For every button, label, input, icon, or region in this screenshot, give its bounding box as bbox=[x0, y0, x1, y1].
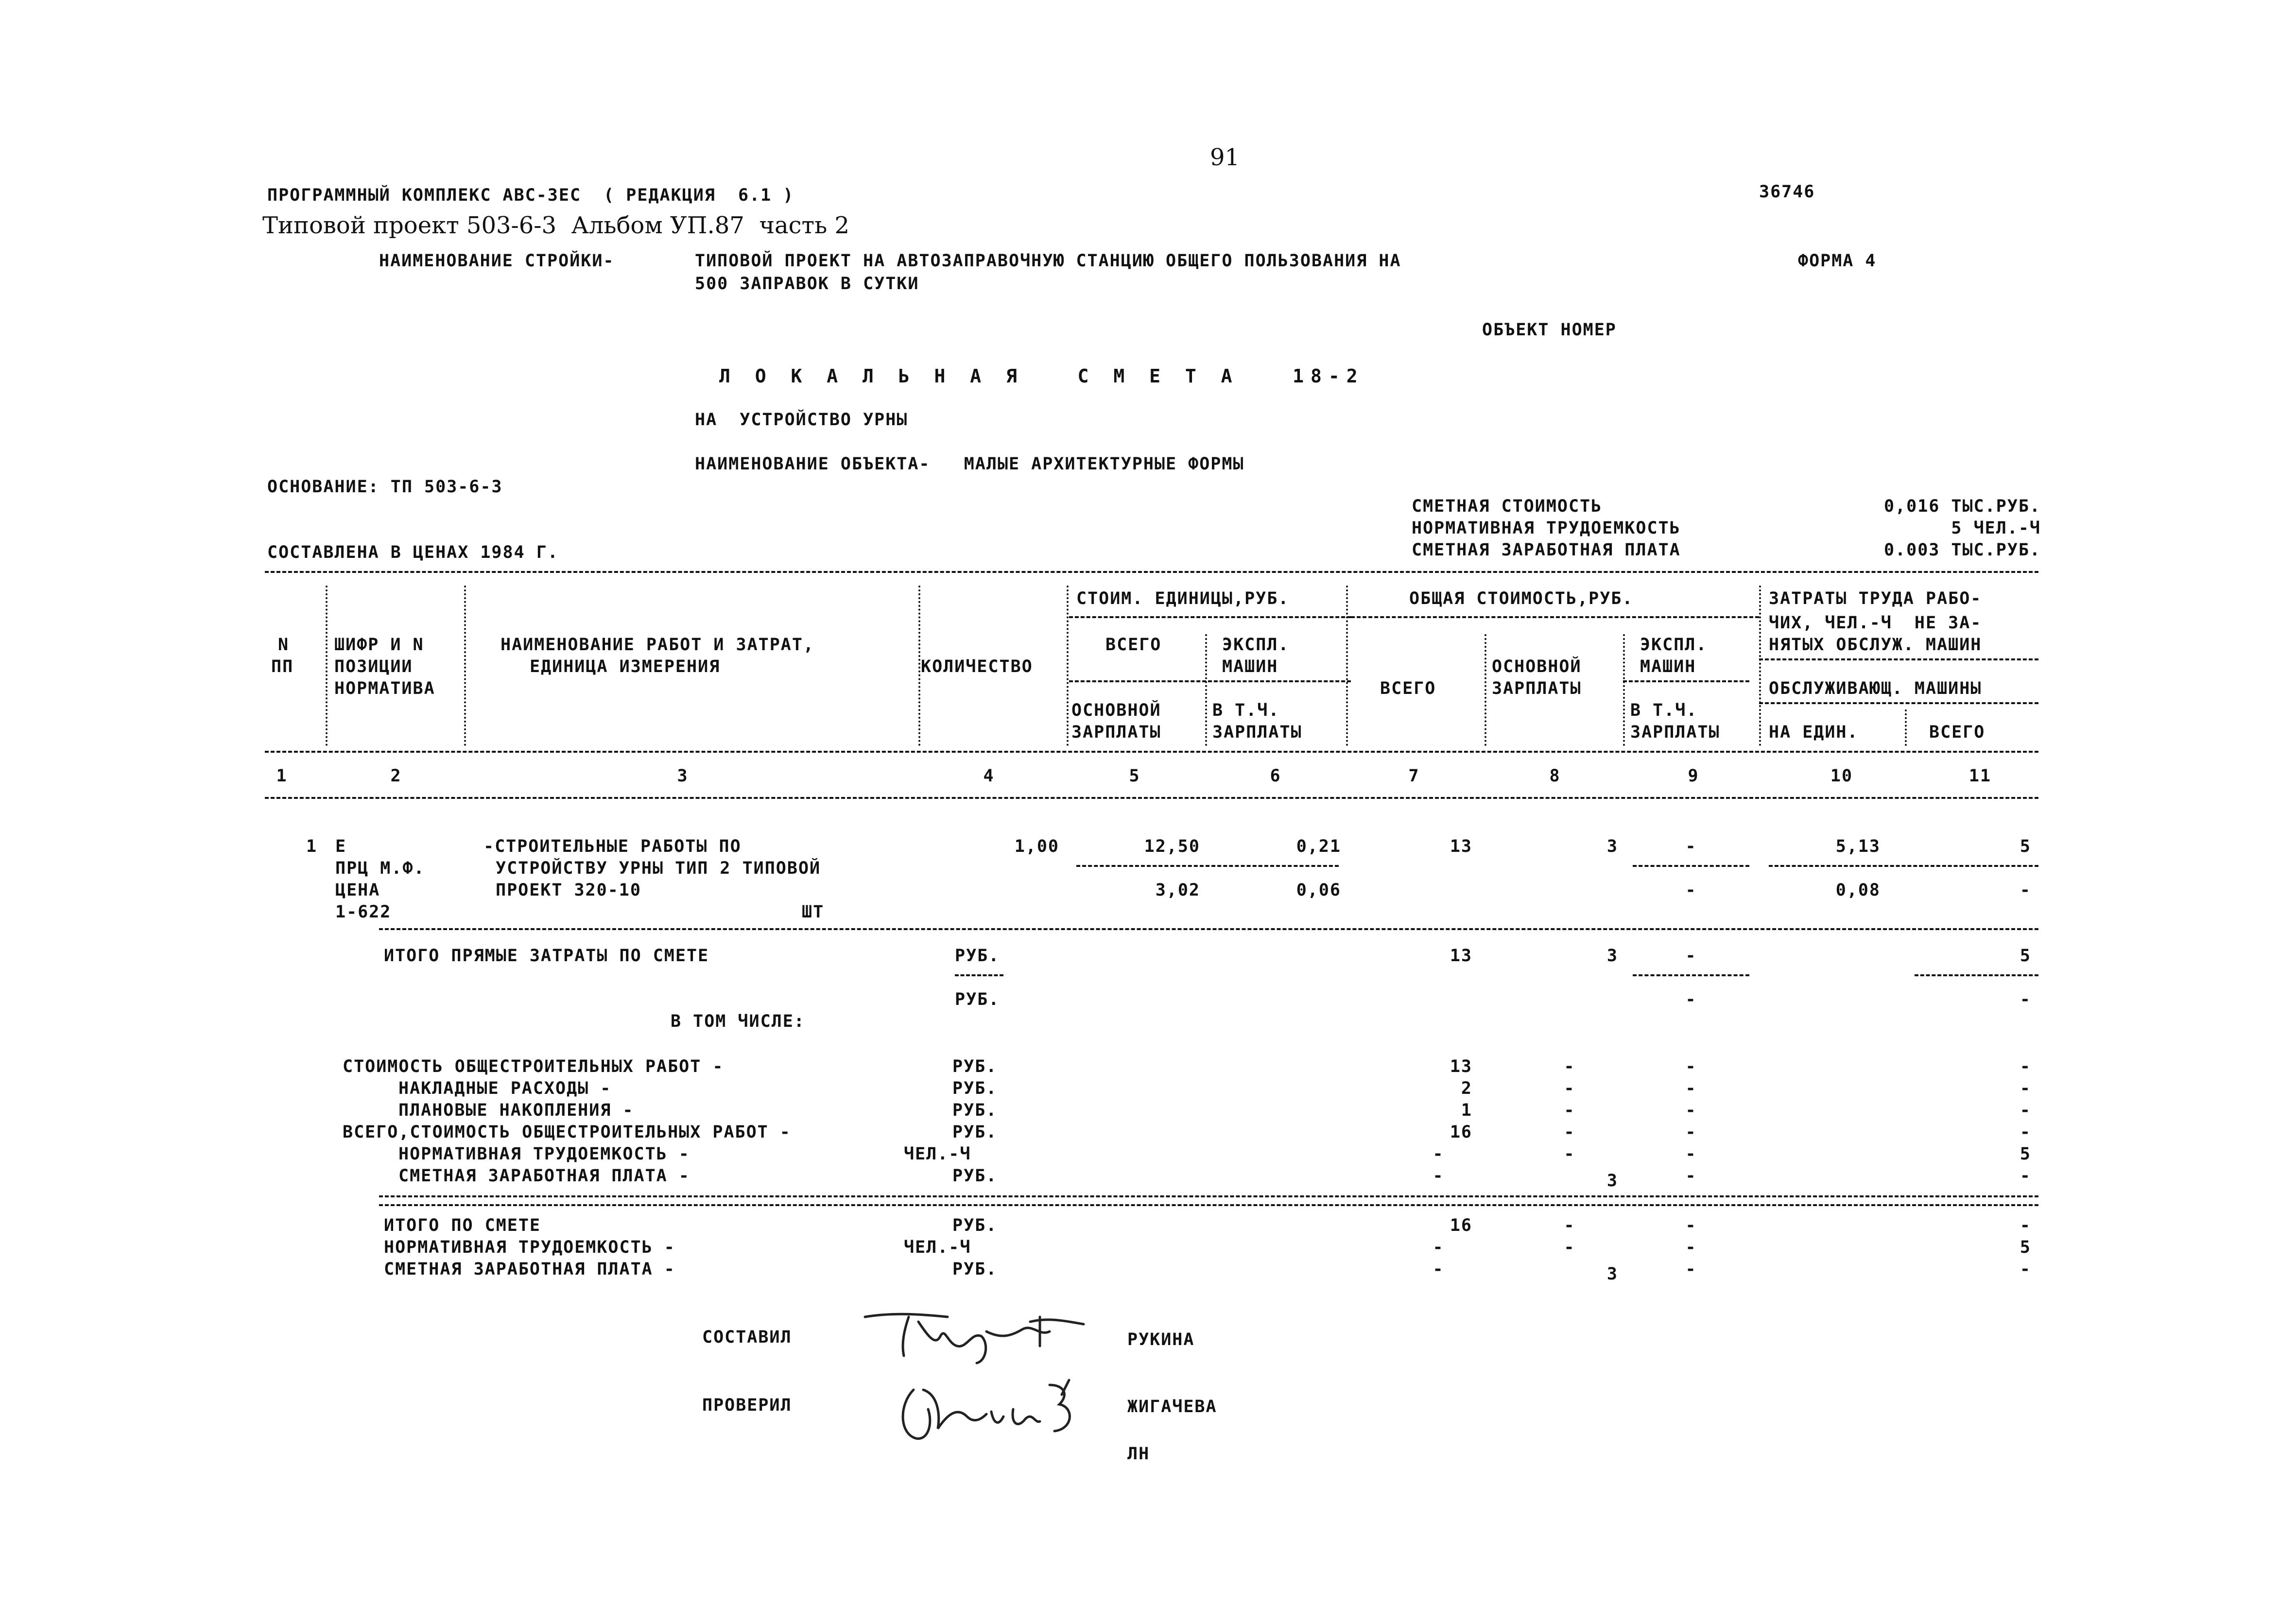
breakdown-mach-1: - bbox=[1685, 1079, 1697, 1098]
header-total-wage-1: ОСНОВНОЙ bbox=[1492, 657, 1582, 676]
total-mach-mid-rule bbox=[1623, 680, 1749, 682]
totals-total-0: 16 bbox=[1450, 1216, 1472, 1235]
column-number: 4 bbox=[983, 766, 995, 786]
signature-checked bbox=[894, 1370, 1098, 1443]
breakdown-mach-3: - bbox=[1685, 1123, 1697, 1142]
direct-costs-mach: - bbox=[1685, 946, 1697, 966]
totals-total-1: - bbox=[1433, 1238, 1444, 1257]
header-bottom-rule bbox=[265, 751, 2038, 753]
breakdown-labor-0: - bbox=[2020, 1057, 2031, 1076]
header-total-mach-1: ЭКСПЛ. bbox=[1640, 635, 1708, 655]
object-name: НАИМЕНОВАНИЕ ОБЪЕКТА- МАЛЫЕ АРХИТЕКТУРНЫЕ ФОРМЫ bbox=[695, 454, 1244, 474]
column-separator bbox=[1205, 634, 1207, 746]
breakdown-mach-0: - bbox=[1685, 1057, 1697, 1076]
header-name-line-1: НАИМЕНОВАНИЕ РАБОТ И ЗАТРАТ, bbox=[501, 635, 815, 655]
item-unit-mach: 0,21 bbox=[1296, 837, 1341, 856]
direct-costs-labor: 5 bbox=[2020, 946, 2031, 966]
direct-unit-rule bbox=[955, 974, 1003, 976]
checked-label: ПРОВЕРИЛ bbox=[702, 1396, 792, 1415]
breakdown-wage-5: 3 bbox=[1606, 1171, 1618, 1191]
prices-basis: СОСТАВЛЕНА В ЦЕНАХ 1984 Г. bbox=[267, 543, 559, 562]
breakdown-label-1: НАКЛАДНЫЕ РАСХОДЫ - bbox=[398, 1079, 612, 1098]
totals-unit-1: ЧЕЛ.-Ч bbox=[904, 1238, 971, 1257]
totals-wage-0: - bbox=[1564, 1216, 1575, 1235]
column-number: 6 bbox=[1270, 766, 1281, 786]
breakdown-bottom-rule bbox=[379, 1195, 2038, 1197]
item-unit-rule bbox=[1076, 865, 1339, 867]
program-line: ПРОГРАММНЫЙ КОМПЛЕКС АВС-3ЕС ( РЕДАКЦИЯ 6.1 ) bbox=[267, 186, 794, 205]
composed-label: СОСТАВИЛ bbox=[702, 1328, 792, 1347]
header-n-line-1: N bbox=[278, 635, 290, 655]
totals-unit-2: РУБ. bbox=[952, 1260, 998, 1279]
total-cost-rule bbox=[1351, 616, 1759, 618]
direct-costs-unit: РУБ. bbox=[955, 946, 1000, 966]
breakdown-label-0: СТОИМОСТЬ ОБЩЕСТРОИТЕЛЬНЫХ РАБОТ - bbox=[343, 1057, 724, 1076]
item-unit-mach-wage: 0,06 bbox=[1296, 881, 1341, 900]
initials: ЛН bbox=[1127, 1444, 1150, 1464]
header-total-cost: ОБЩАЯ СТОИМОСТЬ,РУБ. bbox=[1409, 589, 1634, 608]
construction-label: НАИМЕНОВАНИЕ СТРОЙКИ- bbox=[379, 251, 615, 271]
column-separator bbox=[326, 586, 328, 746]
header-unit-cost: СТОИМ. ЕДИНИЦЫ,РУБ. bbox=[1076, 589, 1290, 608]
column-number: 1 bbox=[276, 766, 288, 786]
breakdown-wage-1: - bbox=[1564, 1079, 1575, 1098]
item-labor-mach-unit: 0,08 bbox=[1835, 881, 1881, 900]
item-labor-total: 5 bbox=[2020, 837, 2031, 856]
column-number: 3 bbox=[677, 766, 689, 786]
summary-label-0: СМЕТНАЯ СТОИМОСТЬ bbox=[1412, 497, 1603, 516]
column-separator bbox=[1067, 586, 1069, 746]
direct-costs-mach-2: - bbox=[1685, 990, 1697, 1009]
column-number: 7 bbox=[1408, 766, 1420, 786]
breakdown-wage-0: - bbox=[1564, 1057, 1575, 1076]
item-unit-total: 12,50 bbox=[1144, 837, 1200, 856]
item-code-line-2: ПРЦ М.Ф. bbox=[335, 859, 425, 878]
column-number: 2 bbox=[390, 766, 402, 786]
item-labor-rule bbox=[1769, 865, 2038, 867]
breakdown-labor-3: - bbox=[2020, 1123, 2031, 1142]
header-code-line-2: ПОЗИЦИИ bbox=[334, 657, 413, 676]
item-total-mach: - bbox=[1685, 837, 1697, 856]
object-number-label: ОБЪЕКТ НОМЕР bbox=[1482, 320, 1617, 340]
breakdown-total-2: 1 bbox=[1461, 1101, 1472, 1120]
header-labor-1: ЗАТРАТЫ ТРУДА РАБО- bbox=[1769, 589, 1982, 608]
breakdown-label-3: ВСЕГО,СТОИМОСТЬ ОБЩЕСТРОИТЕЛЬНЫХ РАБОТ - bbox=[343, 1123, 791, 1142]
breakdown-mach-4: - bbox=[1685, 1144, 1697, 1164]
item-total: 13 bbox=[1450, 837, 1472, 856]
header-unit-incl-2: ЗАРПЛАТЫ bbox=[1212, 723, 1302, 742]
estimate-title: Л О К А Л Ь Н А Я С М Е Т А 18-2 bbox=[719, 365, 1364, 387]
item-name-line-2: УСТРОЙСТВУ УРНЫ ТИП 2 ТИПОВОЙ bbox=[496, 859, 821, 878]
column-separator bbox=[1905, 709, 1907, 746]
breakdown-label-5: СМЕТНАЯ ЗАРАБОТНАЯ ПЛАТА - bbox=[398, 1166, 690, 1186]
breakdown-unit-0: РУБ. bbox=[952, 1057, 998, 1076]
column-separator bbox=[918, 586, 920, 746]
column-separator bbox=[1346, 586, 1348, 746]
header-labor-2: ЧИХ, ЧЕЛ.-Ч НЕ ЗА- bbox=[1769, 613, 1982, 633]
totals-labor-1: 5 bbox=[2020, 1238, 2031, 1257]
breakdown-total-0: 13 bbox=[1450, 1057, 1472, 1076]
construction-value-1: ТИПОВОЙ ПРОЕКТ НА АВТОЗАПРАВОЧНУЮ СТАНЦИЮ ОБЩЕГО ПОЛЬЗОВАНИЯ НА bbox=[695, 251, 1401, 271]
direct-labor-rule bbox=[1915, 974, 2038, 976]
header-unit-wage-1: ОСНОВНОЙ bbox=[1071, 701, 1161, 720]
breakdown-unit-1: РУБ. bbox=[952, 1079, 998, 1098]
header-quantity: КОЛИЧЕСТВО bbox=[921, 657, 1033, 676]
header-unit-total: ВСЕГО bbox=[1105, 635, 1162, 655]
breakdown-wage-2: - bbox=[1564, 1101, 1575, 1120]
item-labor-unit: 5,13 bbox=[1835, 837, 1881, 856]
construction-value-2: 500 ЗАПРАВОК В СУТКИ bbox=[695, 274, 919, 294]
document-number: 36746 bbox=[1759, 182, 1815, 202]
breakdown-unit-2: РУБ. bbox=[952, 1101, 998, 1120]
item-mach-rule bbox=[1633, 865, 1749, 867]
totals-labor-2: - bbox=[2020, 1260, 2031, 1279]
breakdown-wage-4: - bbox=[1564, 1144, 1575, 1164]
totals-label-2: СМЕТНАЯ ЗАРАБОТНАЯ ПЛАТА - bbox=[384, 1260, 675, 1279]
basis: ОСНОВАНИЕ: ТП 503-6-3 bbox=[267, 477, 503, 497]
breakdown-unit-3: РУБ. bbox=[952, 1123, 998, 1142]
form-label: ФОРМА 4 bbox=[1798, 251, 1877, 271]
totals-label-0: ИТОГО ПО СМЕТЕ bbox=[384, 1216, 541, 1235]
unit-cost-rule bbox=[1069, 616, 1351, 618]
totals-total-2: - bbox=[1433, 1260, 1444, 1279]
summary-value-2: 0.003 ТЫС.РУБ. bbox=[1883, 540, 2041, 560]
header-code-line-1: ШИФР И N bbox=[334, 635, 424, 655]
header-labor-unit: НА ЕДИН. bbox=[1769, 723, 1859, 742]
breakdown-labor-2: - bbox=[2020, 1101, 2031, 1120]
numbers-bottom-rule bbox=[265, 797, 2038, 799]
item-quantity: 1,00 bbox=[1014, 837, 1059, 856]
breakdown-wage-3: - bbox=[1564, 1123, 1575, 1142]
breakdown-bottom-rule-2 bbox=[379, 1204, 2038, 1206]
header-code-line-3: НОРМАТИВА bbox=[334, 679, 435, 698]
item-code-line-1: Е bbox=[335, 837, 347, 856]
item-labor-mach-total: - bbox=[2020, 881, 2031, 900]
direct-costs-wage: 3 bbox=[1606, 946, 1618, 966]
breakdown-mach-5: - bbox=[1685, 1166, 1697, 1186]
column-separator bbox=[1759, 586, 1761, 746]
page-number: 91 bbox=[1210, 144, 1240, 171]
labor-lower-rule bbox=[1759, 702, 2038, 704]
breakdown-mach-2: - bbox=[1685, 1101, 1697, 1120]
column-number: 11 bbox=[1968, 766, 1992, 786]
header-unit-mach-1: ЭКСПЛ. bbox=[1222, 635, 1290, 655]
breakdown-labor-4: 5 bbox=[2020, 1144, 2031, 1164]
totals-mach-2: - bbox=[1685, 1260, 1697, 1279]
totals-labor-0: - bbox=[2020, 1216, 2031, 1235]
item-code-line-3: ЦЕНА bbox=[335, 881, 380, 900]
direct-mach-rule bbox=[1633, 974, 1749, 976]
signature-composed bbox=[855, 1302, 1088, 1365]
header-total-all: ВСЕГО bbox=[1380, 679, 1436, 698]
header-name-line-2: ЕДИНИЦА ИЗМЕРЕНИЯ bbox=[530, 657, 721, 676]
breakdown-total-1: 2 bbox=[1461, 1079, 1472, 1098]
item-unit: ШТ bbox=[802, 902, 825, 922]
header-n-line-2: ПП bbox=[271, 657, 294, 676]
header-total-incl-1: В Т.Ч. bbox=[1630, 701, 1698, 720]
breakdown-total-4: - bbox=[1433, 1144, 1444, 1164]
totals-wage-2: 3 bbox=[1606, 1264, 1618, 1284]
breakdown-label-4: НОРМАТИВНАЯ ТРУДОЕМКОСТЬ - bbox=[398, 1144, 690, 1164]
totals-mach-0: - bbox=[1685, 1216, 1697, 1235]
header-total-wage-2: ЗАРПЛАТЫ bbox=[1492, 679, 1582, 698]
column-number: 9 bbox=[1688, 766, 1699, 786]
item-number: 1 bbox=[306, 837, 318, 856]
header-total-mach-2: МАШИН bbox=[1640, 657, 1696, 676]
estimate-subject: НА УСТРОЙСТВО УРНЫ bbox=[695, 410, 908, 430]
totals-unit-0: РУБ. bbox=[952, 1216, 998, 1235]
header-unit-wage-2: ЗАРПЛАТЫ bbox=[1071, 723, 1161, 742]
item-name-line-1: -СТРОИТЕЛЬНЫЕ РАБОТЫ ПО bbox=[483, 837, 742, 856]
column-number: 5 bbox=[1129, 766, 1140, 786]
project-line: Типовой проект 503-6-3 Альбом УП.87 часть 2 bbox=[262, 212, 850, 239]
direct-costs-label: ИТОГО ПРЯМЫЕ ЗАТРАТЫ ПО СМЕТЕ bbox=[384, 946, 709, 966]
labor-mid-rule bbox=[1759, 658, 2038, 660]
summary-value-0: 0,016 ТЫС.РУБ. bbox=[1883, 497, 2041, 516]
checked-name: ЖИГАЧЕВА bbox=[1127, 1397, 1217, 1417]
breakdown-total-5: - bbox=[1433, 1166, 1444, 1186]
direct-costs-labor-2: - bbox=[2020, 990, 2031, 1009]
item-total-mach-wage: - bbox=[1685, 881, 1697, 900]
item-bottom-rule bbox=[379, 928, 2038, 930]
summary-label-2: СМЕТНАЯ ЗАРАБОТНАЯ ПЛАТА bbox=[1412, 540, 1681, 560]
direct-costs-total: 13 bbox=[1450, 946, 1472, 966]
totals-label-1: НОРМАТИВНАЯ ТРУДОЕМКОСТЬ - bbox=[384, 1238, 675, 1257]
column-number: 8 bbox=[1549, 766, 1561, 786]
item-code-line-4: 1-622 bbox=[335, 902, 392, 922]
totals-mach-1: - bbox=[1685, 1238, 1697, 1257]
column-number: 10 bbox=[1830, 766, 1853, 786]
table-top-rule bbox=[265, 571, 2038, 573]
breakdown-labor-5: - bbox=[2020, 1166, 2031, 1186]
column-separator bbox=[1623, 634, 1625, 746]
header-labor-total: ВСЕГО bbox=[1929, 723, 1985, 742]
item-unit-wage: 3,02 bbox=[1155, 881, 1200, 900]
breakdown-unit-5: РУБ. bbox=[952, 1166, 998, 1186]
breakdown-label-2: ПЛАНОВЫЕ НАКОПЛЕНИЯ - bbox=[398, 1101, 634, 1120]
breakdown-labor-1: - bbox=[2020, 1079, 2031, 1098]
header-labor-mach: ОБСЛУЖИВАЮЩ. МАШИНЫ bbox=[1769, 679, 1982, 698]
column-separator bbox=[464, 586, 466, 746]
breakdown-unit-4: ЧЕЛ.-Ч bbox=[904, 1144, 971, 1164]
item-total-wage: 3 bbox=[1606, 837, 1618, 856]
unit-cost-mid-rule bbox=[1069, 680, 1351, 682]
composed-name: РУКИНА bbox=[1127, 1330, 1195, 1349]
item-name-line-3: ПРОЕКТ 320-10 bbox=[496, 881, 641, 900]
direct-costs-unit-2: РУБ. bbox=[955, 990, 1000, 1009]
totals-wage-1: - bbox=[1564, 1238, 1575, 1257]
header-unit-mach-2: МАШИН bbox=[1222, 657, 1278, 676]
breakdown-total-3: 16 bbox=[1450, 1123, 1472, 1142]
header-labor-3: НЯТЫХ ОБСЛУЖ. МАШИН bbox=[1769, 635, 1982, 655]
header-total-incl-2: ЗАРПЛАТЫ bbox=[1630, 723, 1720, 742]
summary-value-1: 5 ЧЕЛ.-Ч bbox=[1951, 518, 2041, 538]
summary-label-1: НОРМАТИВНАЯ ТРУДОЕМКОСТЬ bbox=[1412, 518, 1681, 538]
header-unit-incl-1: В Т.Ч. bbox=[1212, 701, 1280, 720]
column-separator bbox=[1485, 634, 1486, 746]
including-label: В ТОМ ЧИСЛЕ: bbox=[671, 1012, 805, 1031]
